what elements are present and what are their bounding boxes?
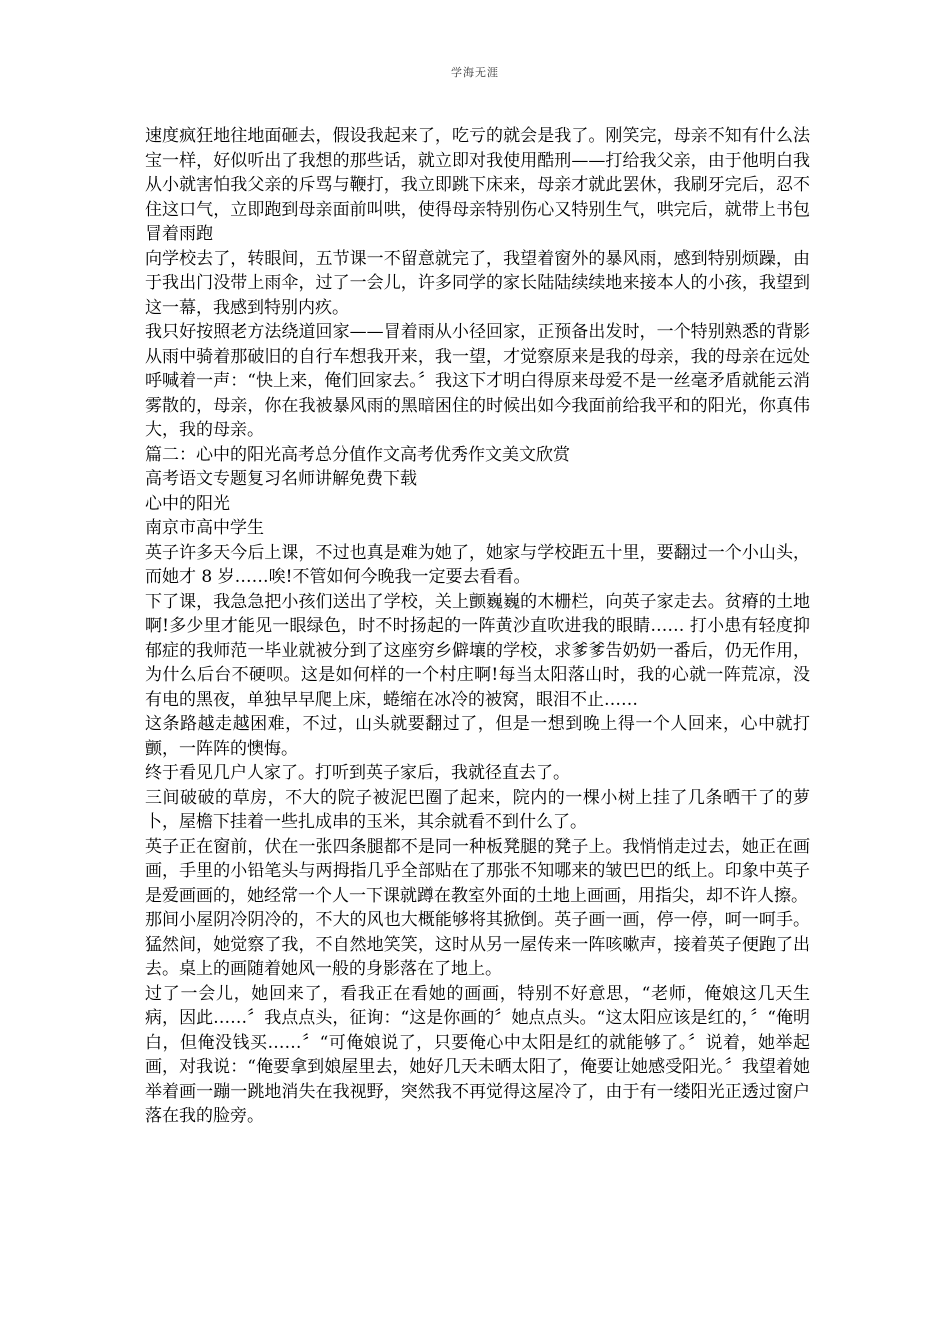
document-body	[145, 124, 810, 1129]
subheading: 高考语文专题复习名师讲解免费下载	[145, 469, 417, 489]
essay-author: 南京市高中学生	[145, 518, 264, 538]
paragraph: 向学校去了，转眼间，五节课一不留意就完了，我望着窗外的暴风雨，感到特别烦躁，由于我出门没带上雨伞，过了一会儿，许多同学的家长陆陆续续地来接本人的小孩，我望到这一幕，我感到特别内疚。	[145, 248, 810, 318]
paragraph: 英子许多天今后上课，不过也真是难为她了，她家与学校距五十里，要翻过一个小山头，而她才 8 岁……唉!不管如何今晚我一定要去看看。	[145, 542, 810, 587]
paragraph: 速度疯狂地往地面砸去，假设我起来了，吃亏的就会是我了。刚笑完，母亲不知有什么法宝一样，好似听出了我想的那些话，就立即对我使用酷刑——打给我父亲，由于他明白我从小就害怕我父亲的斥骂与鞭打，我立即跳下床来，母亲才就此罢休，我刷牙完后，忍不住这口气，立即跑到母亲面前叫哄，使得母亲特别伤心又特别生气，哄完后，就带上书包冒着雨跑	[145, 126, 810, 244]
essay-title: 心中的阳光	[145, 493, 230, 514]
section-heading: 篇二：心中的阳光高考总分值作文高考优秀作文美文欣赏	[145, 444, 570, 465]
paragraph: 终于看见几户人家了。打听到英子家后，我就径直去了。	[145, 763, 570, 783]
page-header: 学海无涯	[451, 66, 499, 79]
paragraph: 这条路越走越困难，不过，山头就要翻过了，但是一想到晚上得一个人回来，心中就打颤，一阵阵的懊悔。	[145, 714, 810, 759]
paragraph: 过了一会儿，她回来了，看我正在看她的画画，特别不好意思，“老师，俺娘这几天生病，因此……〞我点点头，征询：“这是你画的〞她点点头。“这太阳应该是红的，〞“俺明白，但俺没钱买……〞“可俺娘说了，只要俺心中太阳是红的就能够了。〞说着，她举起画，对我说：“俺要拿到娘屋里去，她好几天未晒太阳了，俺要让她感受阳光。〞我望着她举着画一蹦一跳地消失在我视野，突然我不再觉得这屋冷了，由于有一缕阳光正透过窗户落在我的脸旁。	[145, 983, 810, 1126]
paragraph: 下了课，我急急把小孩们送出了学校，关上颤巍巍的木栅栏，向英子家走去。贫瘠的土地啊!多少里才能见一眼绿色，时不时扬起的一阵黄沙直吹进我的眼睛…… 打小患有轻度抑郁症的我师范一毕业就被分到了这座穷乡僻壤的学校，求爹爹告奶奶一番后，仍无作用，为什么后台不硬呗。这是如何样的一个村庄啊!每当太阳落山时，我的心就一阵荒凉，没有电的黑夜，单独早早爬上床，蜷缩在冰冷的被窝，眼泪不止……	[145, 591, 810, 710]
paragraph: 三间破破的草房，不大的院子被泥巴圈了起来，院内的一棵小树上挂了几条晒干了的萝卜，屋檐下挂着一些扎成串的玉米，其余就看不到什么了。	[145, 787, 810, 832]
paragraph: 那间小屋阴冷阴冷的，不大的风也大概能够将其掀倒。英子画一画，停一停，呵一呵手。猛然间，她觉察了我，不自然地笑笑，这时从另一屋传来一阵咳嗽声，接着英子便跑了出去。桌上的画随着她风一般的身影落在了地上。	[145, 910, 810, 979]
paragraph: 我只好按照老方法绕道回家——冒着雨从小径回家，正预备出发时，一个特别熟悉的背影从雨中骑着那破旧的自行车想我开来，我一望，才觉察原来是我的母亲，我的母亲在远处呼喊着一声：“快上来，俺们回家去。〞我这下才明白得原来母爱不是一丝毫矛盾就能云消雾散的，母亲，你在我被暴风雨的黑暗困住的时候出如今我面前给我平和的阳光，你真伟大，我的母亲。	[145, 322, 810, 440]
paragraph: 英子正在窗前，伏在一张四条腿都不是同一种板凳腿的凳子上。我悄悄走过去，她正在画画，手里的小铅笔头与两拇指几乎全部贴在了那张不知哪来的皱巴巴的纸上。印象中英子是爱画画的，她经常一个人一下课就蹲在教室外面的土地上画画，用指尖，却不许人擦。	[145, 836, 810, 906]
